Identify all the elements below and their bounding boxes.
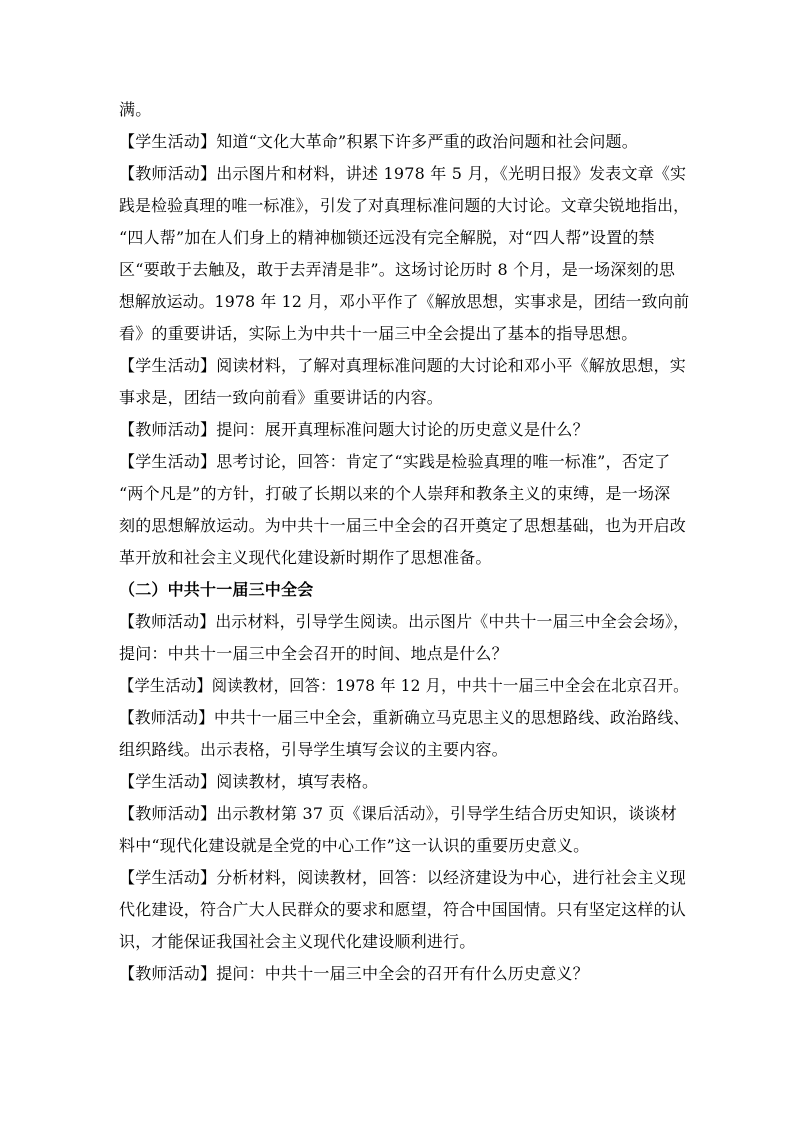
text-line: 看》的重要讲话，实际上为中共十一届三中全会提出了基本的指导思想。 — [119, 324, 638, 343]
text-line: 提问：中共十一届三中全会召开的时间、地点是什么？ — [119, 644, 508, 663]
section-heading: （二）中共十一届三中全会 — [119, 580, 314, 599]
text-line: 识，才能保证我国社会主义现代化建设顺利进行。 — [119, 932, 476, 951]
text-line: 事求是，团结一致向前看》重要讲话的内容。 — [119, 388, 444, 407]
text-line: 刻的思想解放运动。为中共十一届三中全会的召开奠定了思想基础，也为开启改 — [119, 516, 687, 535]
text-line: “四人帮”加在人们身上的精神枷锁还远没有完全解脱，对“四人帮”设置的禁 — [119, 228, 655, 247]
text-line: 代化建设，符合广大人民群众的要求和愿望，符合中国国情。只有坚定这样的认 — [119, 900, 687, 919]
teacher-activity-line: 【教师活动】出示图片和材料，讲述 1978 年 5 月，《光明日报》发表文章《实 — [119, 164, 687, 183]
teacher-activity-line: 【教师活动】出示材料，引导学生阅读。出示图片《中共十一届三中全会会场》， — [119, 612, 690, 631]
teacher-activity-line: 【教师活动】中共十一届三中全会，重新确立马克思主义的思想路线、政治路线、 — [119, 708, 690, 727]
text-line: 料中“现代化建设就是全党的中心工作”这一认识的重要历史意义。 — [119, 836, 590, 855]
text-line: 组织路线。出示表格，引导学生填写会议的主要内容。 — [119, 740, 508, 759]
teacher-activity-line: 【教师活动】提问：展开真理标准问题大讨论的历史意义是什么？ — [119, 420, 589, 439]
text-line: 革开放和社会主义现代化建设新时期作了思想准备。 — [119, 548, 492, 567]
student-activity-line: 【学生活动】阅读教材，填写表格。 — [119, 772, 379, 791]
student-activity-line: 【学生活动】分析材料，阅读教材，回答：以经济建设为中心，进行社会主义现 — [119, 868, 687, 887]
teacher-activity-line: 【教师活动】提问：中共十一届三中全会的召开有什么历史意义？ — [119, 964, 589, 983]
document-body — [119, 94, 689, 990]
student-activity-line: 【学生活动】思考讨论，回答：肯定了“实践是检验真理的唯一标准”，否定了 — [119, 452, 671, 471]
text-line: 践是检验真理的唯一标准》，引发了对真理标准问题的大讨论。文章尖锐地指出， — [119, 196, 690, 215]
student-activity-line: 【学生活动】阅读教材，回答：1978 年 12 月，中共十一届三中全会在北京召开。 — [119, 676, 689, 695]
text-line: 区“要敢于去触及，敢于去弄清是非”。这场讨论历时 8 个月，是一场深刻的思 — [119, 260, 676, 279]
student-activity-line: 【学生活动】阅读材料，了解对真理标准问题的大讨论和邓小平《解放思想，实 — [119, 356, 687, 375]
student-activity-line: 【学生活动】知道“文化大革命”积累下许多严重的政治问题和社会问题。 — [119, 132, 638, 151]
text-line: 想解放运动。1978 年 12 月，邓小平作了《解放思想，实事求是，团结一致向前 — [119, 292, 690, 311]
text-line: 满。 — [119, 100, 152, 119]
teacher-activity-line: 【教师活动】出示教材第 37 页《课后活动》，引导学生结合历史知识，谈谈材 — [119, 804, 677, 823]
text-line: “两个凡是”的方针，打破了长期以来的个人崇拜和教条主义的束缚，是一场深 — [119, 484, 671, 503]
